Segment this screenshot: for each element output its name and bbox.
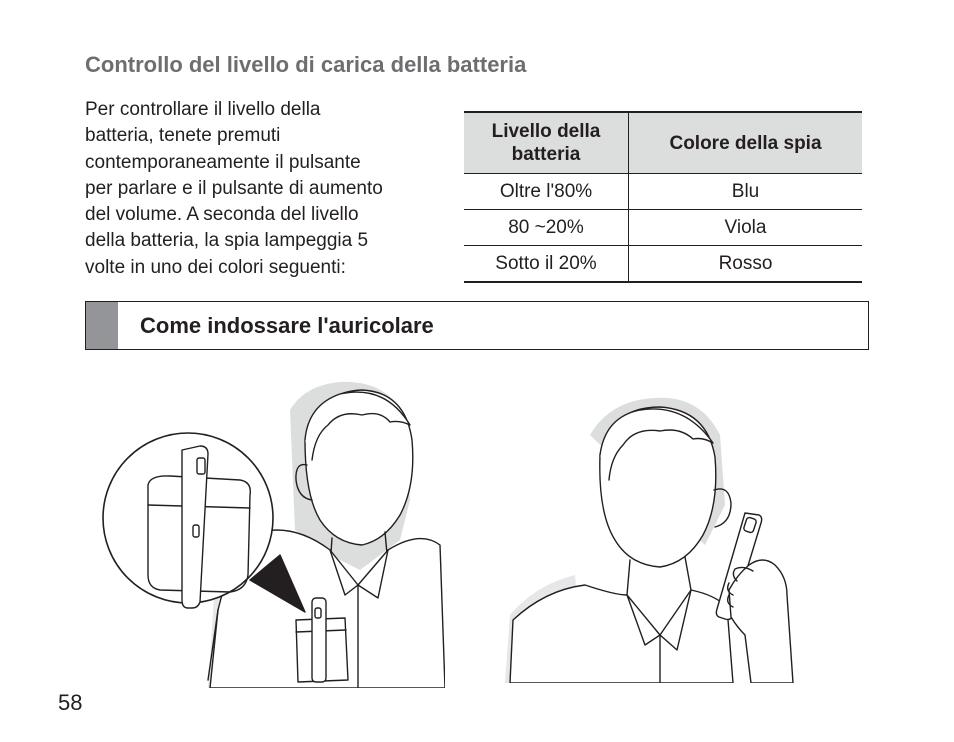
- table-row: [464, 210, 862, 246]
- intro-line: volte in uno dei colori seguenti:: [85, 256, 346, 278]
- hand-outline: [729, 560, 793, 683]
- section-title-bar: [85, 301, 869, 350]
- section-marker-block: [86, 302, 118, 349]
- battery-level-table: [464, 111, 862, 283]
- table-row: [464, 246, 862, 283]
- battery-level-cell: 80 ~20%: [464, 210, 629, 246]
- page-number: 58: [58, 690, 83, 715]
- intro-paragraph: [85, 97, 445, 281]
- pocket-illustration: [100, 380, 445, 688]
- header-led-color: Colore della spia: [629, 112, 863, 174]
- headset-in-pocket: [312, 598, 326, 682]
- led-color-cell: Viola: [629, 210, 863, 246]
- table-header-row: [464, 112, 862, 174]
- table-row: [464, 174, 862, 210]
- section-title: Come indossare l'auricolare: [140, 313, 434, 338]
- intro-line: batteria, tenete premuti: [85, 125, 281, 147]
- intro-line: contemporaneamente il pulsante: [85, 151, 361, 173]
- intro-line: della batteria, la spia lampeggia 5: [85, 230, 369, 252]
- led-color-cell: Rosso: [718, 252, 773, 274]
- intro-line: del volume. A seconda del livello: [85, 204, 359, 226]
- section-heading: Controllo del livello di carica della batteria: [85, 52, 527, 77]
- led-color-cell: Blu: [629, 174, 863, 210]
- battery-level-cell: Sotto il 20%: [464, 246, 629, 283]
- ear-illustration: [505, 395, 800, 683]
- intro-line: per parlare e il pulsante di aumento: [85, 177, 383, 199]
- header-battery-level: Livello della batteria: [464, 112, 629, 174]
- intro-line: Per controllare il livello della: [85, 99, 321, 120]
- shirt-outline: [510, 585, 733, 683]
- battery-level-cell: Oltre l'80%: [464, 174, 629, 210]
